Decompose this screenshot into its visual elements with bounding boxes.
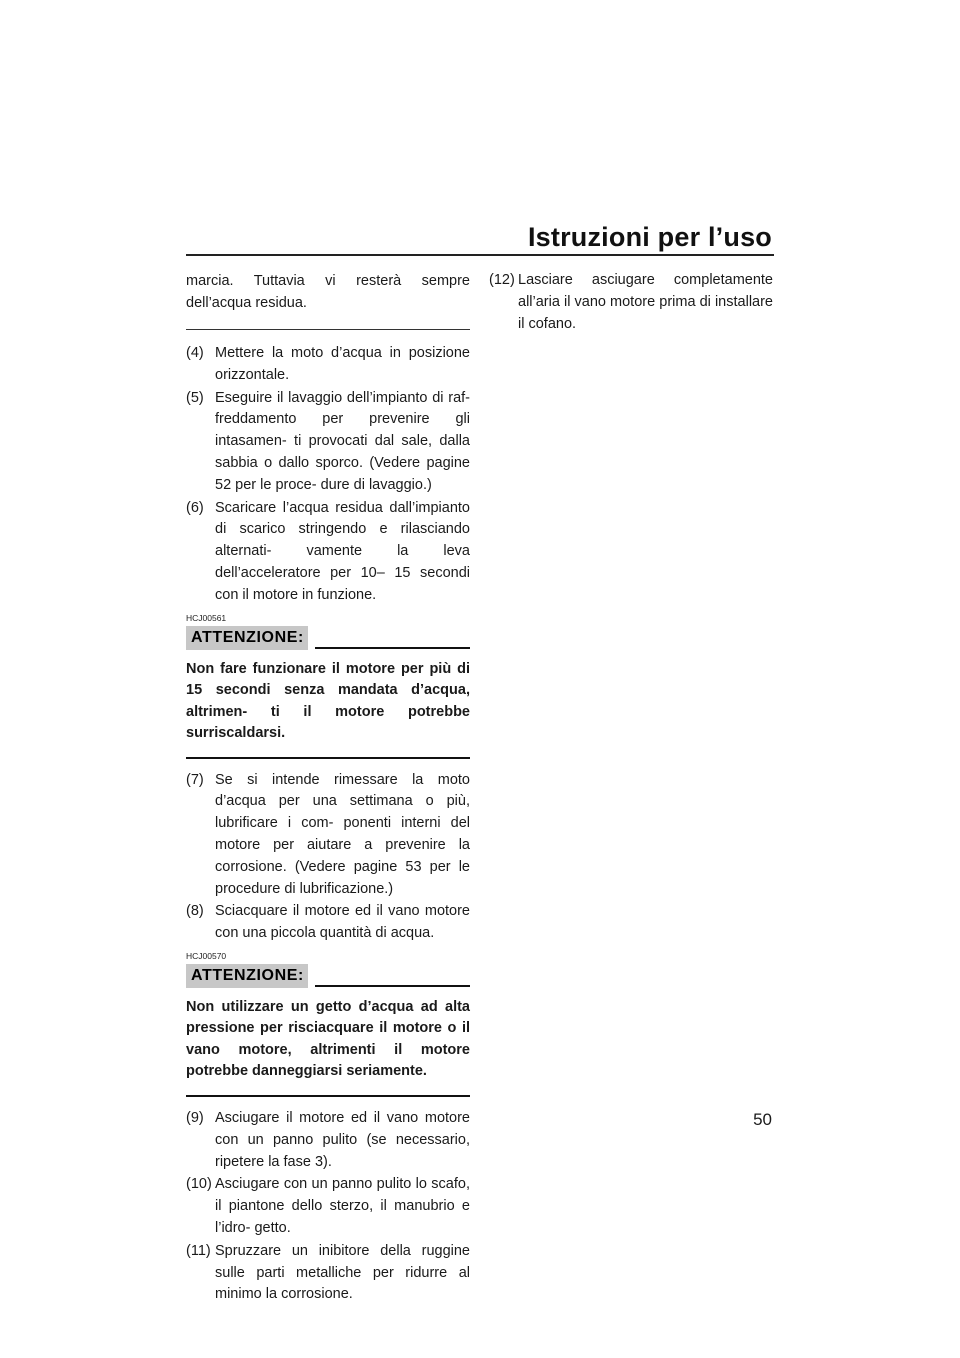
steps-list-b <box>186 770 470 945</box>
list-item <box>186 901 470 945</box>
caution-header <box>186 964 470 988</box>
list-item <box>186 343 470 387</box>
header-rule <box>186 254 774 256</box>
step-number: (9) <box>186 1109 204 1126</box>
list-item <box>186 1241 470 1306</box>
caution-bottom-rule <box>186 1095 470 1097</box>
caution-text: Non utilizzare un getto d’acqua ad alta pressione per risciacquare il motore o il vano motore, altrimenti il motore potrebbe danneggiarsi seriamente. <box>186 998 470 1080</box>
step-text: Mettere la moto d’acqua in posizione orizzontale. <box>215 345 470 383</box>
caution-label: ATTENZIONE: <box>186 626 308 650</box>
caution-box-1 <box>186 613 470 759</box>
list-item <box>186 1108 470 1173</box>
step-text: Se si intende rimessare la moto d’acqua per una settimana o più, lubrificare i com- ponenti interni del motore per aiutare a prevenire la corrosione. (Vedere pagine 53 per le procedure di lubrificazione.) <box>215 771 470 897</box>
step-number: (10) <box>186 1176 212 1193</box>
step-number: (4) <box>186 345 204 361</box>
step-text: Lasciare asciugare completamente all’aria il vano motore prima di installare il cofano. <box>518 272 773 332</box>
right-column <box>489 270 773 336</box>
caution-bottom-rule <box>186 757 470 759</box>
list-item <box>186 388 470 497</box>
caution-header-rule <box>315 647 470 649</box>
steps-list-a <box>186 343 470 607</box>
caution-code: HCJ00561 <box>186 612 227 623</box>
page-number: 50 <box>753 1110 772 1129</box>
step-number: (8) <box>186 903 204 920</box>
step-number: (7) <box>186 771 204 788</box>
caution-code: HCJ00570 <box>186 950 227 961</box>
step-text: Spruzzare un inibitore della ruggine sulle parti metalliche per ridurre al minimo la corrosione. <box>215 1242 470 1303</box>
caution-header-rule <box>315 985 470 987</box>
steps-list-c <box>186 1108 470 1306</box>
step-number: (6) <box>186 499 204 516</box>
list-item <box>489 270 773 335</box>
caution-label: ATTENZIONE: <box>186 964 308 988</box>
list-item <box>186 498 470 607</box>
caution-text: Non fare funzionare il motore per più di 15 secondi senza mandata d’acqua, altrimen- ti il motore potrebbe surriscaldarsi. <box>186 660 470 742</box>
left-column <box>186 270 470 1307</box>
step-number: (12) <box>489 272 515 288</box>
list-item <box>186 770 470 901</box>
intro-paragraph: marcia. Tuttavia vi resterà sempre dell’acqua residua. <box>186 273 470 311</box>
step-text: Asciugare con un panno pulito lo scafo, il piantone dello sterzo, il manubrio e l’idro- getto. <box>215 1176 470 1236</box>
step-text: Sciacquare il motore ed il vano motore con una piccola quantità di acqua. <box>215 903 470 942</box>
section-divider <box>186 329 470 330</box>
step-text: Eseguire il lavaggio dell’impianto di raf- freddamento per prevenire gli intasamen- ti provocati dal sale, dalla sabbia o dallo sporco. (Vedere pagine 52 per le proce- dure di lavaggio.) <box>215 389 470 493</box>
step-text: Scaricare l’acqua residua dall’impianto di scarico stringendo e rilasciando alternati- vamente la leva dell’acceleratore per 10– 15 secondi con il motore in funzione. <box>215 499 470 603</box>
list-item <box>186 1174 470 1239</box>
step-number: (11) <box>186 1242 211 1259</box>
caution-box-2 <box>186 951 470 1097</box>
step-number: (5) <box>186 389 204 406</box>
page-title: Istruzioni per l’uso <box>527 222 772 252</box>
step-text: Asciugare il motore ed il vano motore con un panno pulito (se necessario, ripetere la fase 3). <box>215 1109 470 1170</box>
caution-header <box>186 626 470 650</box>
